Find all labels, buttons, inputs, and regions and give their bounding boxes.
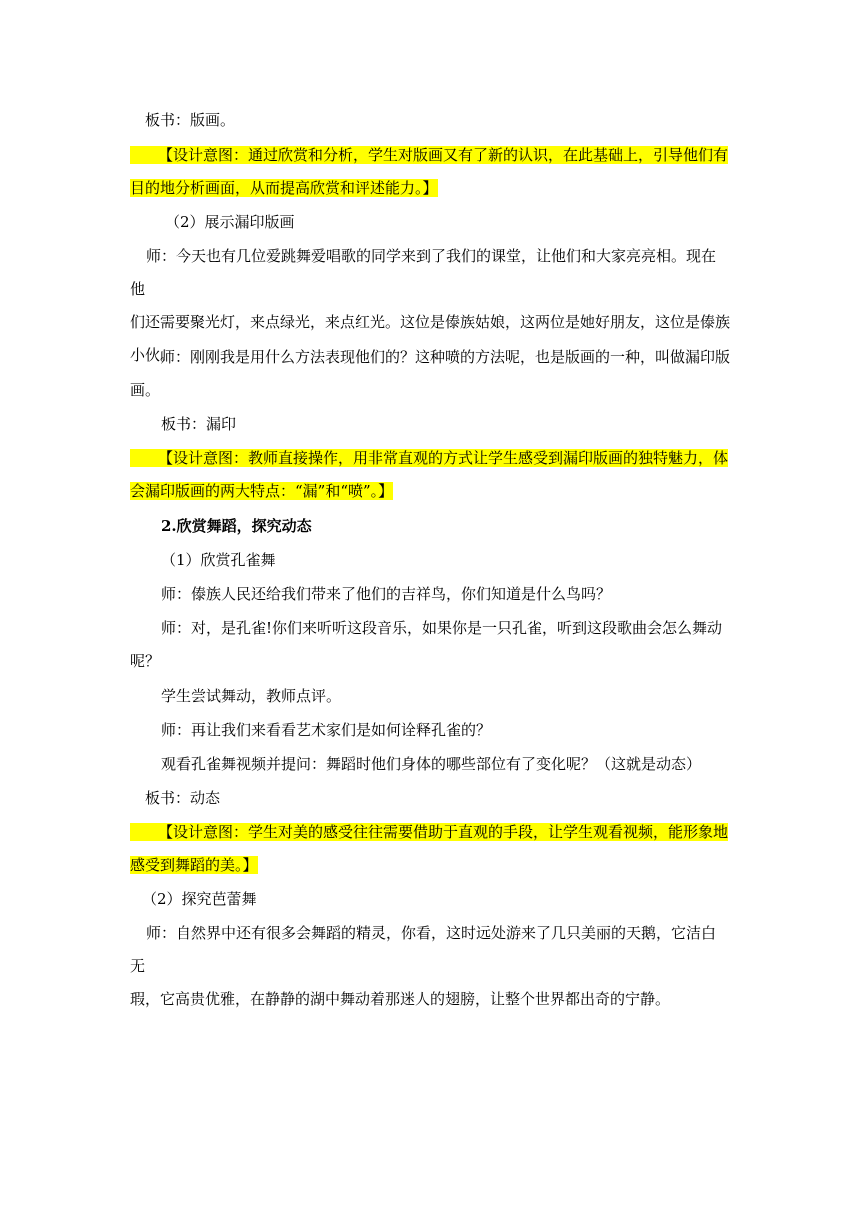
- teacher-paragraph-2: [130, 341, 730, 407]
- teacher-paragraph-peacock: [130, 612, 730, 678]
- design-intent-1: [130, 139, 730, 205]
- board-note-stencil: [161, 408, 761, 441]
- line: 会漏印版画的两大特点：“漏”和“喷”。】: [130, 482, 394, 500]
- line: 师：对，是孔雀!你们来听听这段音乐，如果你是一只孔雀，听到这段歌曲会怎么舞动: [161, 619, 723, 637]
- teacher-artists-question: [161, 714, 761, 747]
- watch-video-question: [161, 748, 761, 781]
- line: 目的地分析画面，从而提高欣赏和评述能力。】: [130, 179, 438, 197]
- line: 观看孔雀舞视频并提问：舞蹈时他们身体的哪些部位有了变化呢？（这就是动态）: [161, 755, 702, 773]
- teacher-paragraph-swans: [130, 917, 730, 1016]
- line: 呢？: [130, 652, 161, 670]
- line: 【设计意图：教师直接操作，用非常直观的方式让学生感受到漏印版画的独特魅力，体: [130, 449, 728, 467]
- line: 师：自然界中还有很多会舞蹈的精灵，你看，这时远处游来了几只美丽的天鹅，它洁白无: [130, 924, 717, 975]
- board-note-dynamics: [145, 782, 745, 815]
- teacher-question-bird: [161, 578, 761, 611]
- line: 2.欣赏舞蹈，探究动态: [161, 517, 312, 535]
- section-heading-stencil: [165, 206, 765, 239]
- line: 画。: [130, 381, 161, 399]
- line: 板书：版画。: [145, 111, 236, 129]
- line: 【设计意图：通过欣赏和分析，学生对版画又有了新的认识，在此基础上，引导他们有: [130, 146, 728, 164]
- line: 学生尝试舞动，教师点评。: [161, 687, 342, 705]
- line: 师：刚刚我是用什么方法表现他们的？这种喷的方法呢，也是版画的一种，叫做漏印版: [160, 348, 731, 366]
- line: （2）探究芭蕾舞: [142, 890, 257, 908]
- line: 瑕，它高贵优雅，在静静的湖中舞动着那迷人的翅膀，让整个世界都出奇的宁静。: [130, 990, 671, 1008]
- line: 师：今天也有几位爱跳舞爱唱歌的同学来到了我们的课堂，让他们和大家亮亮相。现在他: [130, 247, 717, 298]
- design-intent-2: [130, 442, 730, 508]
- line: 们还需要聚光灯，来点绿光，来点红光。这位是傣族姑娘，这两位是她好朋友，这位是傣族: [130, 313, 731, 331]
- subsection-heading-ballet: [142, 883, 742, 916]
- student-attempt: [161, 680, 761, 713]
- section-heading-dance: [161, 510, 761, 543]
- line: 板书：漏印: [161, 415, 237, 433]
- subsection-heading-peacock: [161, 544, 761, 577]
- line: 师：再让我们来看看艺术家们是如何诠释孔雀的？: [161, 721, 492, 739]
- line: 感受到舞蹈的美。】: [130, 856, 258, 874]
- line: （1）欣赏孔雀舞: [161, 551, 276, 569]
- board-note-printmaking: [145, 104, 745, 137]
- line: 小伙。: [130, 346, 176, 364]
- design-intent-3: [130, 816, 730, 882]
- line: 师：傣族人民还给我们带来了他们的吉祥鸟，你们知道是什么鸟吗？: [161, 585, 612, 603]
- line: 【设计意图：学生对美的感受往往需要借助于直观的手段，让学生观看视频，能形象地: [130, 823, 728, 841]
- line: 板书：动态: [145, 789, 221, 807]
- line: （2）展示漏印版画: [165, 213, 295, 231]
